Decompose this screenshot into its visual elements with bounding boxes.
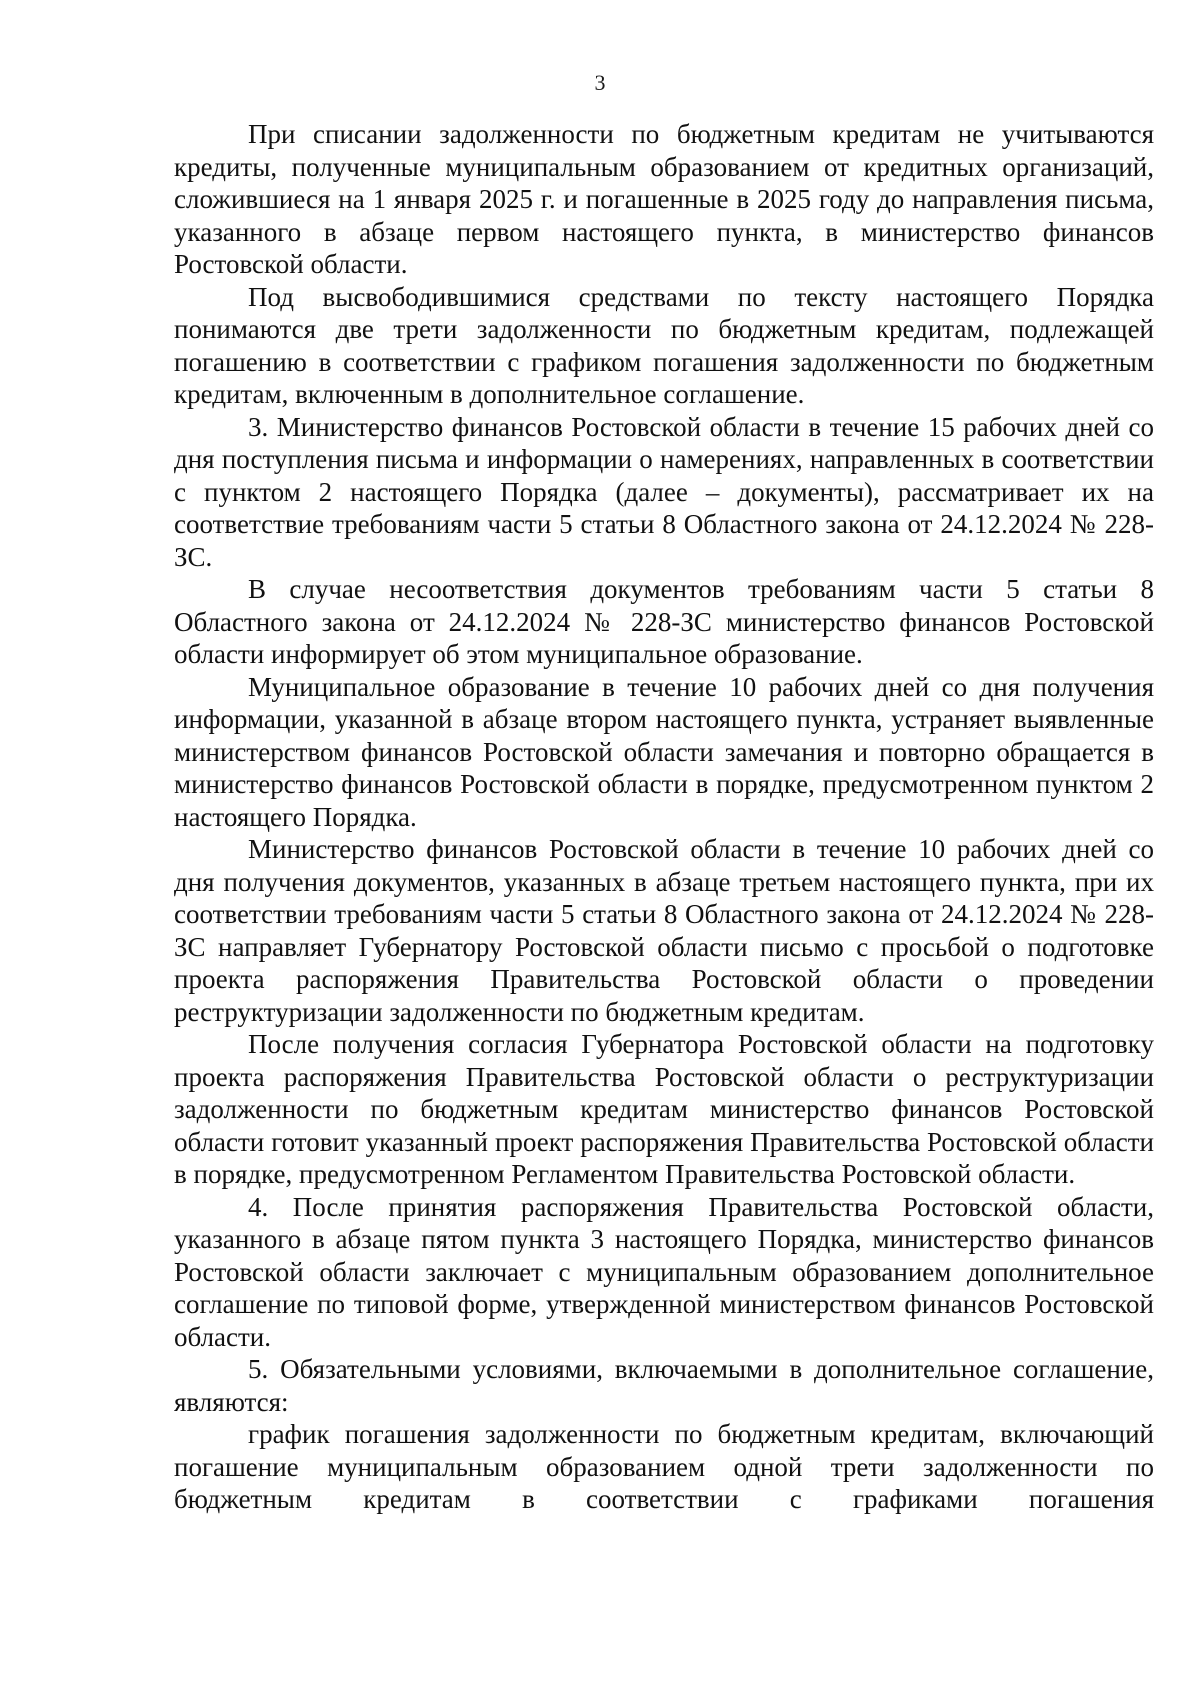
paragraph-item-5-conditions: 5. Обязательными условиями, включаемыми в дополнительное соглашение, являются: [174,1354,1154,1417]
paragraph-corrections: Муниципальное образование в течение 10 рабочих дней со дня получения информации, указанной в абзаце втором настоящего пункта, устраняет выявленные министерством финансов Ростовской области замечания и повторно обращается в министерство финансов Ростовской области в порядке, предусмотренном пунктом 2 настоящего Порядка. [174,671,1154,832]
paragraph-write-off-exclusions: При списании задолженности по бюджетным кредитам не учитываются кредиты, полученные муниципальным образованием от кредитных организаций, сложившиеся на 1 января 2025 г. и погашенные в 2025 году до направления письма, указанного в абзаце первом настоящего пункта, в министерство финансов Ростовской области. [174,119,1154,279]
paragraph-letter-to-governor: Министерство финансов Ростовской области в течение 10 рабочих дней со дня получения документов, указанных в абзаце третьем настоящего пункта, при их соответствии требованиям части 5 статьи 8 Областного закона от 24.12.2024 № 228-ЗС направляет Губернатору Ростовской области письмо с просьбой о подготовке проекта распоряжения Правительства Ростовской области о проведении реструктуризации задолженности по бюджетным кредитам. [174,834,1154,1027]
paragraph-item-4-agreement: 4. После принятия распоряжения Правительства Ростовской области, указанного в абзаце пятом пункта 3 настоящего Порядка, министерство финансов Ростовской области заключает с муниципальным образованием дополнительное соглашение по типовой форме, утвержденной министерством финансов Ростовской области. [174,1191,1154,1352]
page-number: 3 [594,70,606,95]
paragraph-repayment-schedule: график погашения задолженности по бюджетным кредитам, включающий погашение муниципальным образованием одной трети задолженности по бюджетным кредитам в соответствии с графиками погашения [174,1419,1154,1514]
paragraph-nonconformity-notice: В случае несоответствия документов требованиям части 5 статьи 8 Областного закона от 24.12.2024 № 228-ЗС министерство финансов Ростовской области информирует об этом муниципальное образование. [174,574,1154,669]
paragraph-item-3-review: 3. Министерство финансов Ростовской области в течение 15 рабочих дней со дня поступления письма и информации о намерениях, направленных в соответствии с пунктом 2 настоящего Порядка (далее – документы), рассматривает их на соответствие требованиям части 5 статьи 8 Областного закона от 24.12.2024 № 228-ЗС. [174,411,1154,572]
paragraph-released-funds-definition: Под высвободившимися средствами по тексту настоящего Порядка понимаются две трети задолженности по бюджетным кредитам, подлежащей погашению в соответствии с графиком погашения задолженности по бюджетным кредитам, включенным в дополнительное соглашение. [174,281,1154,409]
document-body [174,118,1154,1516]
paragraph-draft-order-preparation: После получения согласия Губернатора Ростовской области на подготовку проекта распоряжения Правительства Ростовской области о реструктуризации задолженности по бюджетным кредитам министерство финансов Ростовской области готовит указанный проект распоряжения Правительства Ростовской области в порядке, предусмотренном Регламентом Правительства Ростовской области. [174,1029,1154,1189]
